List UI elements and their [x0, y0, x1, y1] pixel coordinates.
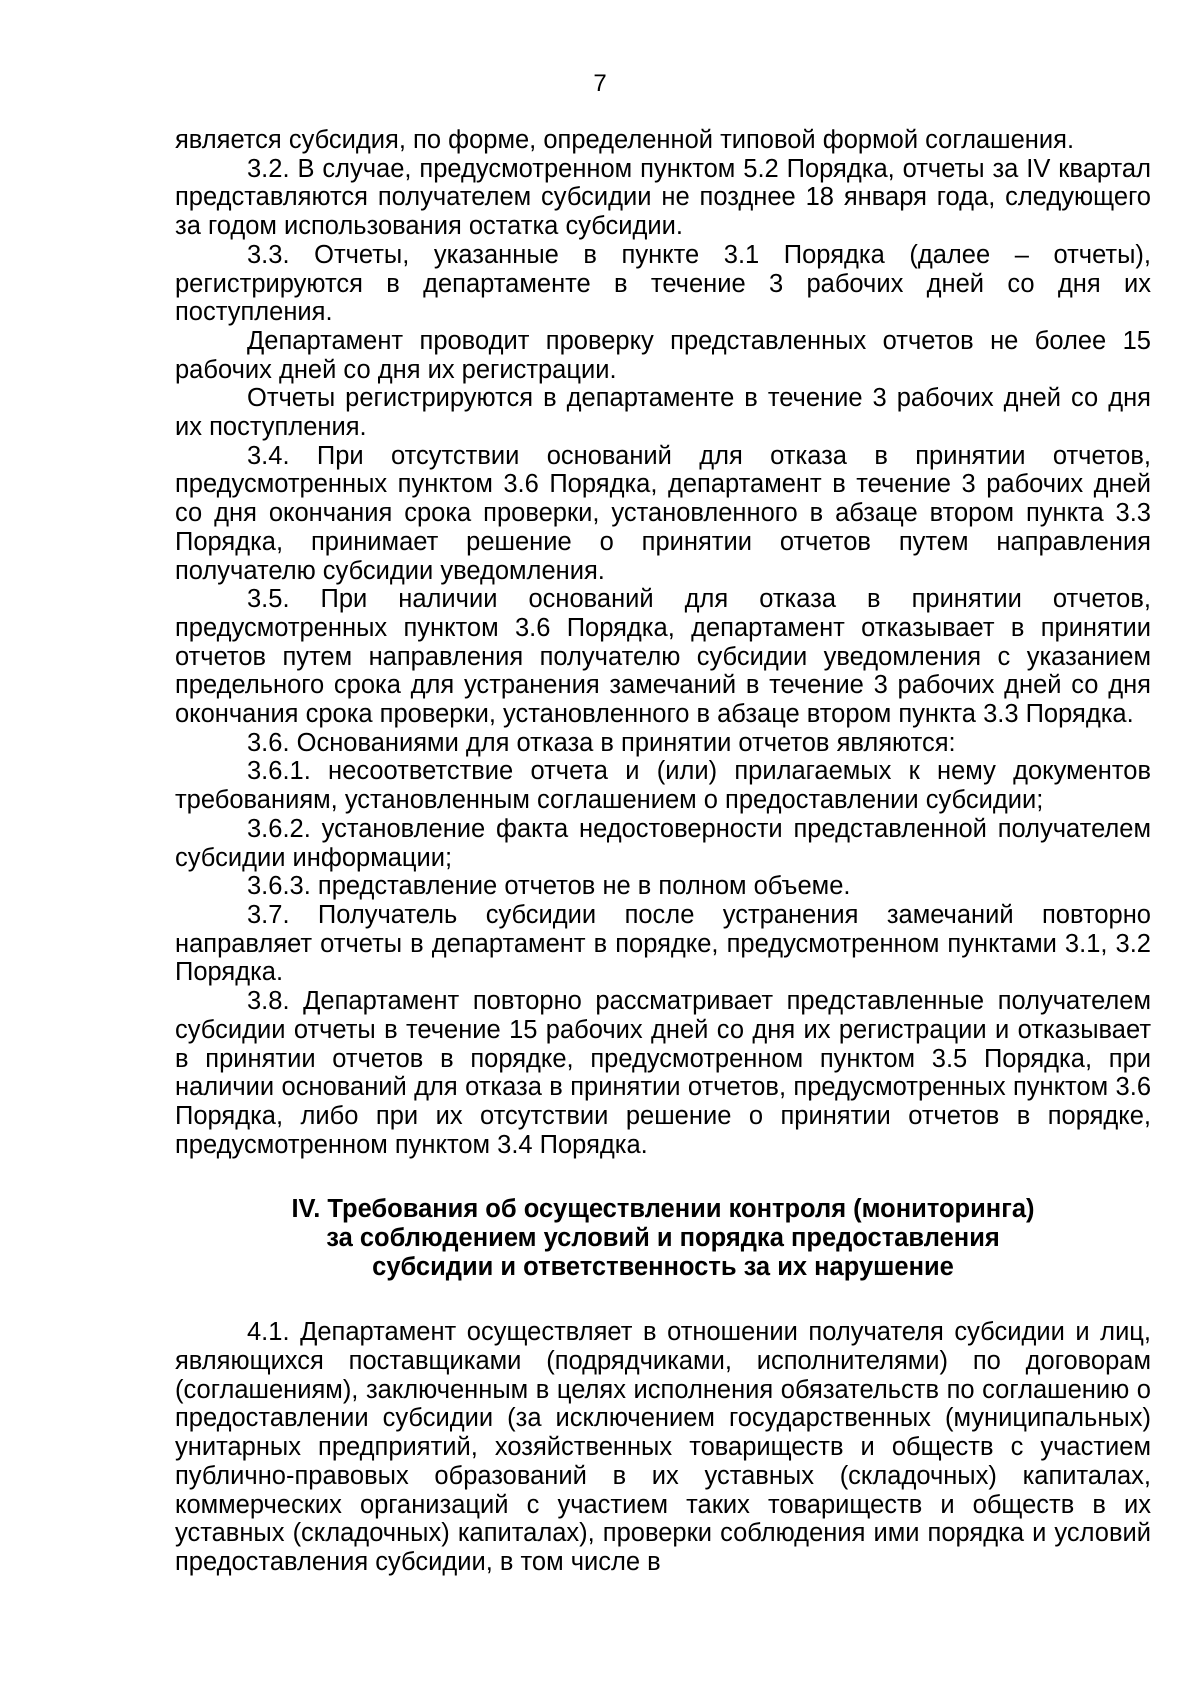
paragraph: 3.4. При отсутствии оснований для отказа в принятии отчетов, предусмотренных пунктом 3.6 Порядка, департамент в течение 3 рабочих дней со дня окончания срока проверки, установленного в абзаце втором пункта 3.3 Порядка, принимает решение о принятии отчетов путем направления получателю субсидии уведомления.	[175, 441, 1151, 585]
document-body	[175, 126, 1151, 1577]
paragraph: 3.6.1. несоответствие отчета и (или) прилагаемых к нему документов требованиям, установленным соглашением о предоставлении субсидии;	[175, 757, 1151, 815]
paragraph: Департамент проводит проверку представленных отчетов не более 15 рабочих дней со дня их регистрации.	[175, 326, 1151, 384]
paragraph: 3.7. Получатель субсидии после устранения замечаний повторно направляет отчеты в департамент в порядке, предусмотренном пунктами 3.1, 3.2 Порядка.	[175, 900, 1151, 987]
paragraph: 3.8. Департамент повторно рассматривает представленные получателем субсидии отчеты в течение 15 рабочих дней со дня их регистрации и отказывает в принятии отчетов в порядке, предусмотренном пунктом 3.5 Порядка, при наличии оснований для отказа в принятии отчетов, предусмотренных пунктом 3.6 Порядка, либо при их отсутствии решение о принятии отчетов в порядке, предусмотренном пунктом 3.4 Порядка.	[175, 987, 1151, 1159]
section-heading-line: субсидии и ответственность за их нарушение	[372, 1253, 954, 1282]
section-heading-line: IV. Требования об осуществлении контроля (мониторинга)	[291, 1195, 1035, 1224]
paragraph: Отчеты регистрируются в департаменте в течение 3 рабочих дней со дня их поступления.	[175, 384, 1151, 442]
paragraph: 3.3. Отчеты, указанные в пункте 3.1 Порядка (далее – отчеты), регистрируются в департаменте в течение 3 рабочих дней со дня их поступления.	[175, 240, 1151, 327]
section-three-paragraphs	[175, 126, 1151, 1159]
paragraph: 3.2. В случае, предусмотренном пунктом 5.2 Порядка, отчеты за IV квартал представляются получателем субсидии не позднее 18 января года, следующего за годом использования остатка субсидии.	[175, 154, 1151, 241]
paragraph: 3.6.2. установление факта недостоверности представленной получателем субсидии информации;	[175, 814, 1151, 872]
paragraph: 3.6.3. представление отчетов не в полном объеме.	[247, 872, 851, 901]
paragraph: 3.5. При наличии оснований для отказа в принятии отчетов, предусмотренных пунктом 3.6 Порядка, департамент отказывает в принятии отчетов путем направления получателю субсидии уведомления с указанием предельного срока для устранения замечаний в течение 3 рабочих дней со дня окончания срока проверки, установленного в абзаце втором пункта 3.3 Порядка.	[175, 585, 1151, 729]
paragraph: является субсидия, по форме, определенной типовой формой соглашения.	[175, 126, 1075, 154]
section-heading	[175, 1195, 1151, 1282]
section-four-paragraphs	[175, 1318, 1151, 1576]
section-heading-line: за соблюдением условий и порядка предоставления	[326, 1224, 1000, 1253]
page-number: 7	[593, 70, 607, 97]
paragraph: 4.1. Департамент осуществляет в отношении получателя субсидии и лиц, являющихся поставщиками (подрядчиками, исполнителями) по договорам (соглашениям), заключенным в целях исполнения обязательств по соглашению о предоставлении субсидии (за исключением государственных (муниципальных) унитарных предприятий, хозяйственных товариществ и обществ с участием публично-правовых образований в их уставных (складочных) капиталах, коммерческих организаций с участием таких товариществ и обществ в их уставных (складочных) капиталах), проверки соблюдения ими порядка и условий предоставления субсидии, в том числе в	[175, 1318, 1151, 1576]
paragraph: 3.6. Основаниями для отказа в принятии отчетов являются:	[247, 728, 956, 757]
